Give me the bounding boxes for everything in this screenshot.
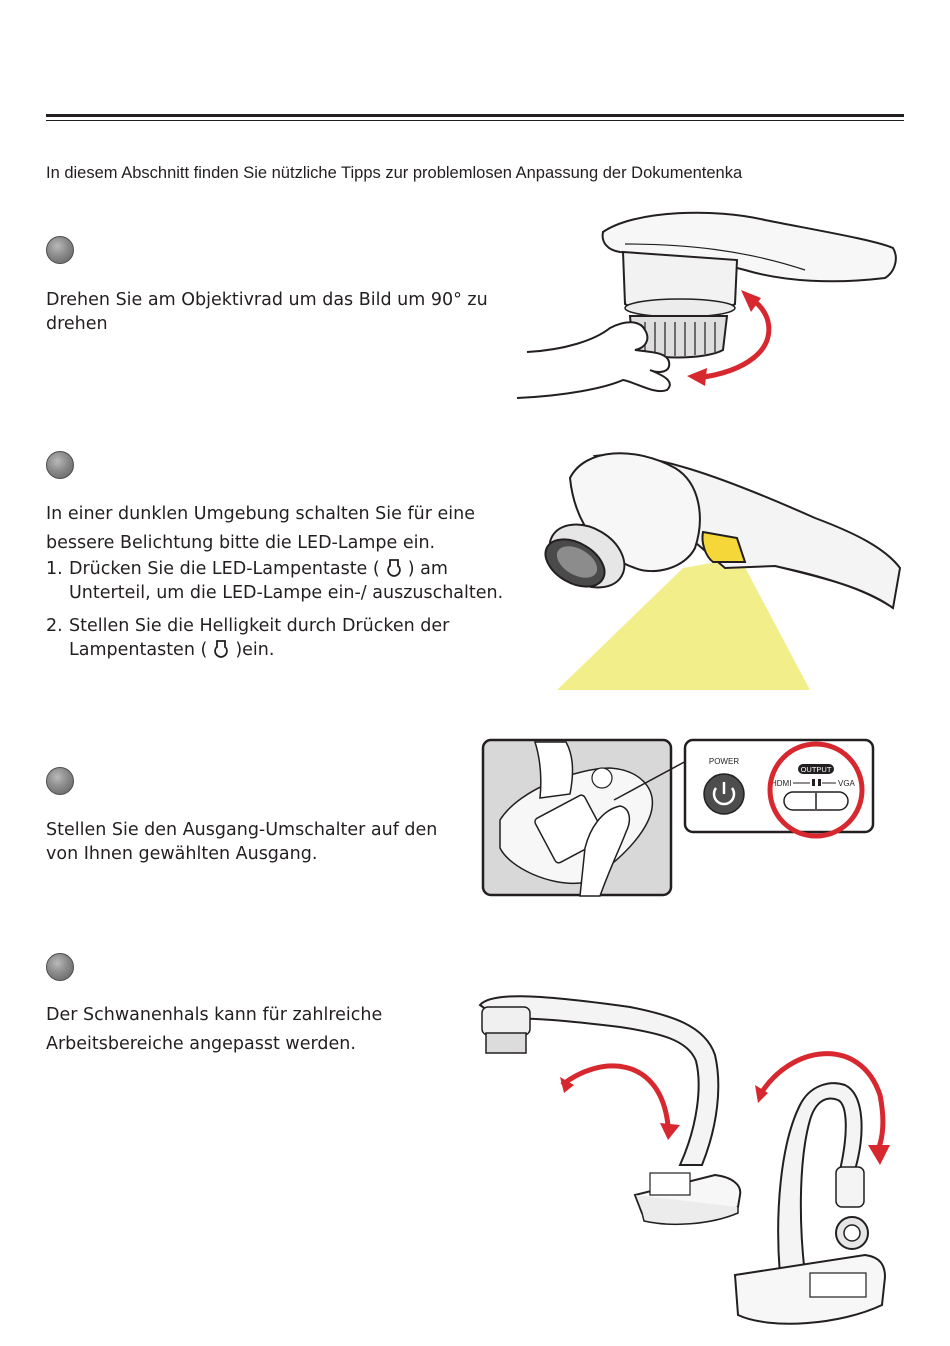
lens-rotate-illustration [515,200,905,405]
output-switch-illustration [480,728,880,898]
step-2-text-before: Lampentasten ( [69,640,208,660]
step-1-text-before: Drücken Sie die LED-Lampentaste ( [69,559,380,579]
section-1-text [46,288,488,336]
lamp-button-icon [213,639,229,659]
section-bullet-2 [46,451,74,479]
vga-label: VGA [838,779,855,788]
header-rule [46,114,904,117]
section-2-steps [46,557,503,662]
step-2-text-line-1: Stellen Sie die Helligkeit durch Drücken der [69,616,450,636]
step-1-text-after: ) am [407,559,448,579]
section-bullet-1 [46,236,74,264]
step-2-text-after: )ein. [235,640,275,660]
header-rule-thin [46,120,904,121]
section-2-line-2: bessere Belichtung bitte die LED-Lampe ein. [46,533,436,553]
section-1-line-1: Drehen Sie am Objektivrad um das Bild um 90° zu [46,290,488,310]
step-2-number: 2. [46,616,63,636]
section-bullet-4 [46,953,74,981]
lamp-button-icon [386,558,402,578]
section-4-line-1: Der Schwanenhals kann für zahlreiche [46,1005,383,1025]
intro-text: In diesem Abschnitt finden Sie nützliche Tipps zur problemlosen Anpassung der Dokumentenka [46,164,743,182]
section-3-line-2: von Ihnen gewählten Ausgang. [46,844,318,864]
section-2-text [46,500,475,558]
hdmi-label: HDMI [771,779,792,788]
gooseneck-illustration [470,985,910,1340]
step-1-text-line-2: Unterteil, um die LED-Lampe ein-/ auszuschalten. [69,583,504,603]
output-label: OUTPUT [800,765,832,774]
section-4-line-2: Arbeitsbereiche angepasst werden. [46,1034,356,1054]
section-4-text [46,1001,382,1059]
section-3-line-1: Stellen Sie den Ausgang-Umschalter auf den [46,820,438,840]
step-1 [46,557,503,605]
section-bullet-3 [46,767,74,795]
power-label: POWER [708,757,740,766]
section-2-line-1: In einer dunklen Umgebung schalten Sie für eine [46,504,475,524]
section-1-line-2: drehen [46,314,108,334]
step-1-number: 1. [46,559,63,579]
led-lamp-illustration [525,438,905,693]
step-2 [46,614,503,662]
section-3-text [46,818,437,866]
